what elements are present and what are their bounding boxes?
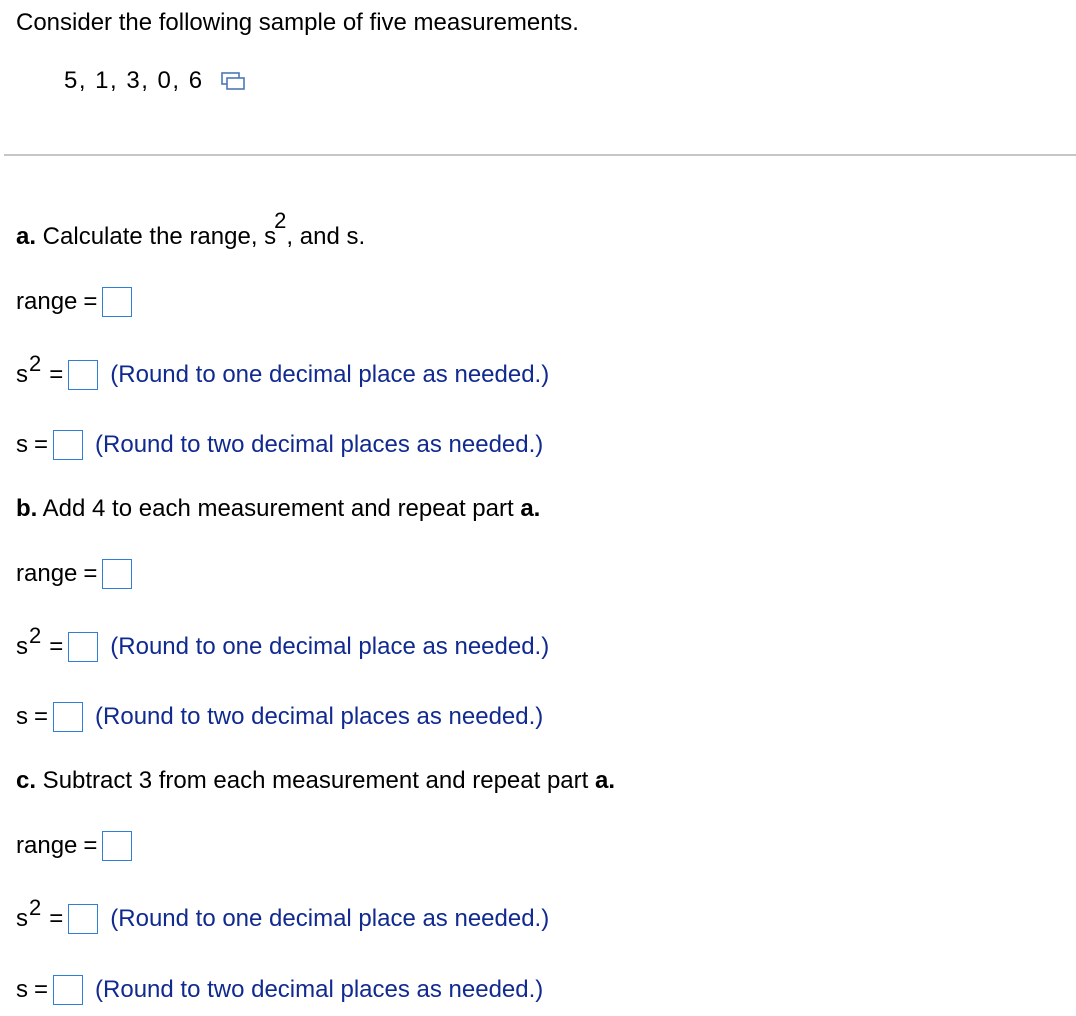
part-c-s2-input[interactable] <box>68 904 98 934</box>
part-a-heading <box>16 208 366 252</box>
part-a-exponent: 2 <box>274 208 287 233</box>
equals-sign: = <box>34 976 49 1003</box>
part-a-s2-hint: (Round to one decimal place as needed.) <box>110 361 550 388</box>
section-divider <box>4 154 1076 156</box>
s-label: s <box>16 976 28 1003</box>
question-intro: Consider the following sample of five measurements. <box>16 9 579 36</box>
part-a-letter: a. <box>16 223 37 250</box>
part-c-heading <box>16 766 615 796</box>
equals-sign: = <box>49 361 64 388</box>
part-c-range-input[interactable] <box>102 831 132 861</box>
part-b-range-input[interactable] <box>102 559 132 589</box>
s2-label <box>16 623 42 665</box>
part-c-letter: c. <box>16 767 37 794</box>
part-b-ref: a. <box>520 495 541 522</box>
part-c-s2-hint: (Round to one decimal place as needed.) <box>110 905 550 932</box>
part-a-range-row <box>16 284 132 320</box>
range-label: range <box>16 288 78 315</box>
part-c-range-row <box>16 828 132 864</box>
part-b-range-row <box>16 556 132 592</box>
range-label: range <box>16 560 78 587</box>
s2-base: s <box>16 633 28 660</box>
part-c-s-input[interactable] <box>53 975 83 1005</box>
range-label: range <box>16 832 78 859</box>
equals-sign: = <box>83 832 98 859</box>
part-b-s-input[interactable] <box>53 702 83 732</box>
part-a-s-row <box>16 427 543 463</box>
equals-sign: = <box>49 633 64 660</box>
part-c-s-row <box>16 972 543 1008</box>
part-a-text: Calculate the range, s <box>36 223 277 250</box>
s2-exponent: 2 <box>29 895 42 920</box>
equals-sign: = <box>83 288 98 315</box>
s2-base: s <box>16 905 28 932</box>
part-a-s2-row <box>16 351 550 393</box>
sample-values: 5, 1, 3, 0, 6 <box>64 67 204 94</box>
s2-base: s <box>16 361 28 388</box>
part-c-s2-row <box>16 895 550 937</box>
part-b-s-hint: (Round to two decimal places as needed.) <box>95 703 544 730</box>
s2-exponent: 2 <box>29 351 42 376</box>
equals-sign: = <box>49 905 64 932</box>
s2-label <box>16 351 42 393</box>
part-a-s-hint: (Round to two decimal places as needed.) <box>95 431 544 458</box>
sample-data-row <box>64 66 246 96</box>
s-label: s <box>16 431 28 458</box>
equals-sign: = <box>83 560 98 587</box>
part-a-text-end: , and s. <box>286 223 366 250</box>
part-b-s-row <box>16 699 543 735</box>
part-c-ref: a. <box>594 767 615 794</box>
s2-exponent: 2 <box>29 623 42 648</box>
part-b-text: Add 4 to each measurement and repeat part <box>37 495 521 522</box>
part-c-s-hint: (Round to two decimal places as needed.) <box>95 976 544 1003</box>
part-b-heading <box>16 494 540 524</box>
equals-sign: = <box>34 703 49 730</box>
part-c-text: Subtract 3 from each measurement and repeat part <box>36 767 595 794</box>
part-b-letter: b. <box>16 495 38 522</box>
part-b-s2-hint: (Round to one decimal place as needed.) <box>110 633 550 660</box>
part-b-s2-row <box>16 623 550 665</box>
part-a-range-input[interactable] <box>102 287 132 317</box>
part-a-s2-input[interactable] <box>68 360 98 390</box>
s2-label <box>16 895 42 937</box>
part-b-s2-input[interactable] <box>68 632 98 662</box>
copy-data-icon[interactable] <box>220 69 246 93</box>
s-label: s <box>16 703 28 730</box>
equals-sign: = <box>34 431 49 458</box>
part-a-s-input[interactable] <box>53 430 83 460</box>
